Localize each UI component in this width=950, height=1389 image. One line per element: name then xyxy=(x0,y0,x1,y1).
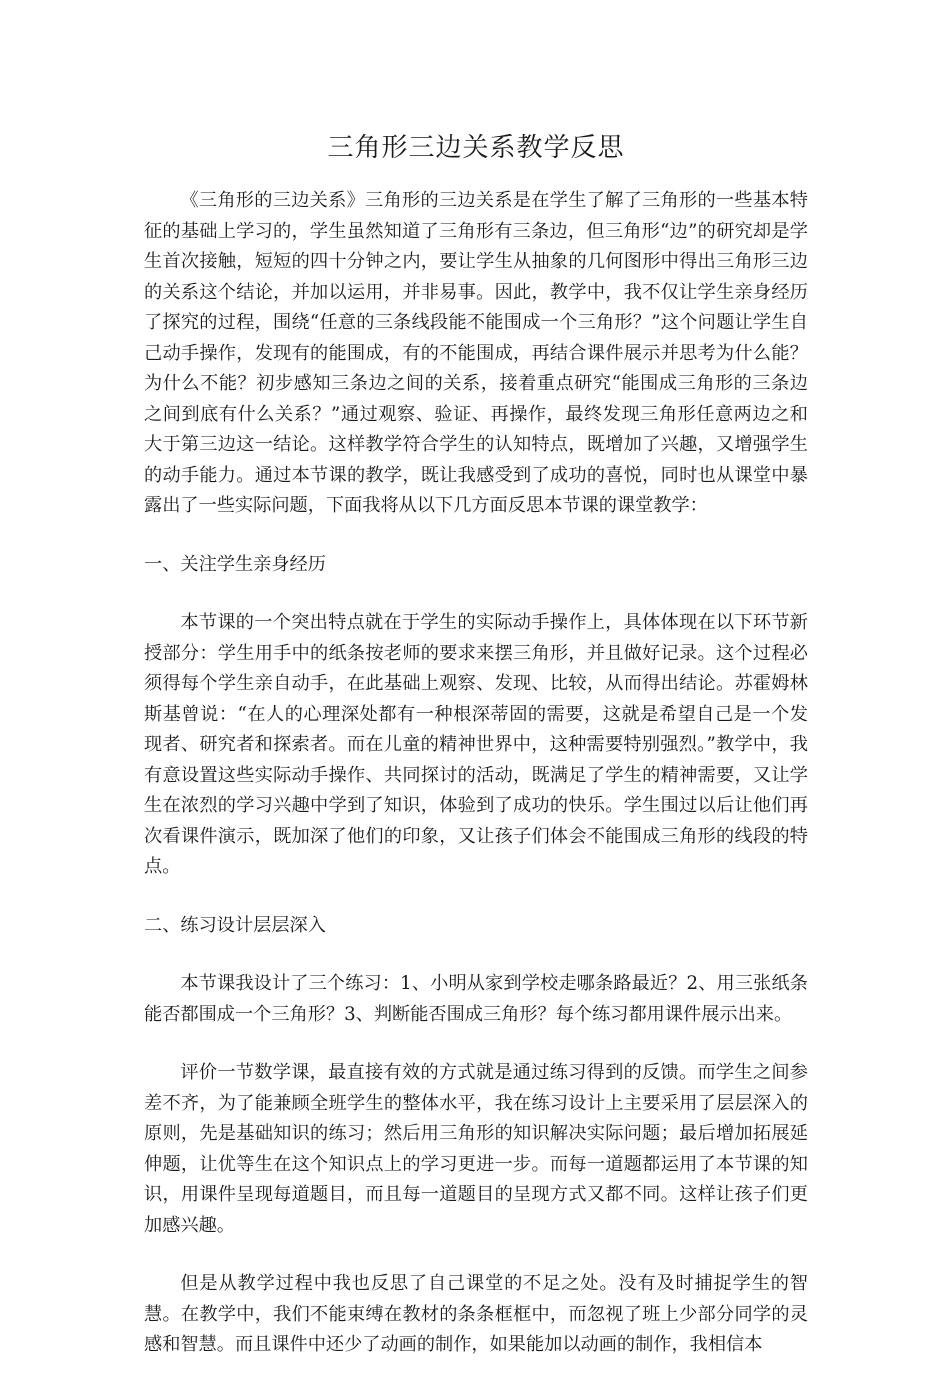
paragraph-hands-on: 本节课的一个突出特点就在于学生的实际动手操作上，具体体现在以下环节新授部分：学生用手中的纸条按老师的要求来摆三角形，并且做好记录。这个过程必须得每个学生亲自动手，在此基础上观察、发现、比较，从而得出结论。苏霍姆林斯基曾说：“在人的心理深处都有一种根深蒂固的需要，这就是希望自己是一个发现者、研究者和探索者。而在儿童的精神世界中，这种需要特别强烈。”教学中，我有意设置这些实际动手操作、共同探讨的活动，既满足了学生的精神需要，又让学生在浓烈的学习兴趣中学到了知识，体验到了成功的快乐。学生围过以后让他们再次看课件演示，既加深了他们的印象，又让孩子们体会不能围成三角形的线段的特点。 xyxy=(144,612,808,877)
document-page xyxy=(144,128,808,1389)
paragraph-intro: 《三角形的三边关系》三角形的三边关系是在学生了解了三角形的一些基本特征的基础上学习的，学生虽然知道了三角形有三条边，但三角形“边”的研究却是学生首次接触，短短的四十分钟之内，要让学生从抽象的几何图形中得出三角形三边的关系这个结论，并加以运用，并非易事。因此，教学中，我不仅让学生亲身经历了探究的过程，围绕“任意的三条线段能不能围成一个三角形？”这个问题让学生自己动手操作，发现有的能围成，有的不能围成，再结合课件展示并思考为什么能？为什么不能？初步感知三条边之间的关系，接着重点研究“能围成三角形的三条边之间到底有什么关系？”通过观察、验证、再操作，最终发现三角形任意两边之和大于第三边这一结论。这样教学符合学生的认知特点，既增加了兴趣，又增强学生的动手能力。通过本节课的教学，既让我感受到了成功的喜悦，同时也从课堂中暴露出了一些实际问题，下面我将从以下几方面反思本节课的课堂教学： xyxy=(144,190,808,516)
section-heading-1: 一、关注学生亲身经历 xyxy=(144,553,326,575)
paragraph-exercises: 本节课我设计了三个练习：1、小明从家到学校走哪条路最近？2、用三张纸条能否都围成一个三角形？3、判断能否围成三角形？每个练习都用课件展示出来。 xyxy=(144,973,808,1025)
page-title: 三角形三边关系教学反思 xyxy=(327,133,625,163)
paragraph-evaluation: 评价一节数学课，最直接有效的方式就是通过练习得到的反馈。而学生之间参差不齐，为了能兼顾全班学生的整体水平，我在练习设计上主要采用了层层深入的原则，先是基础知识的练习；然后用三角形的知识解决实际问题；最后增加拓展延伸题，让优等生在这个知识点上的学习更进一步。而每一道题都运用了本节课的知识，用课件呈现每道题目，而且每一道题目的呈现方式又都不同。这样让孩子们更加感兴趣。 xyxy=(144,1062,808,1236)
section-heading-2: 二、练习设计层层深入 xyxy=(144,914,326,936)
paragraph-shortcomings: 但是从教学过程中我也反思了自己课堂的不足之处。没有及时捕捉学生的智慧。在教学中，我们不能束缚在教材的条条框框中，而忽视了班上少部分同学的灵感和智慧。而且课件中还少了动画的制作，如果能加以动画的制作，我相信本 xyxy=(144,1273,808,1355)
